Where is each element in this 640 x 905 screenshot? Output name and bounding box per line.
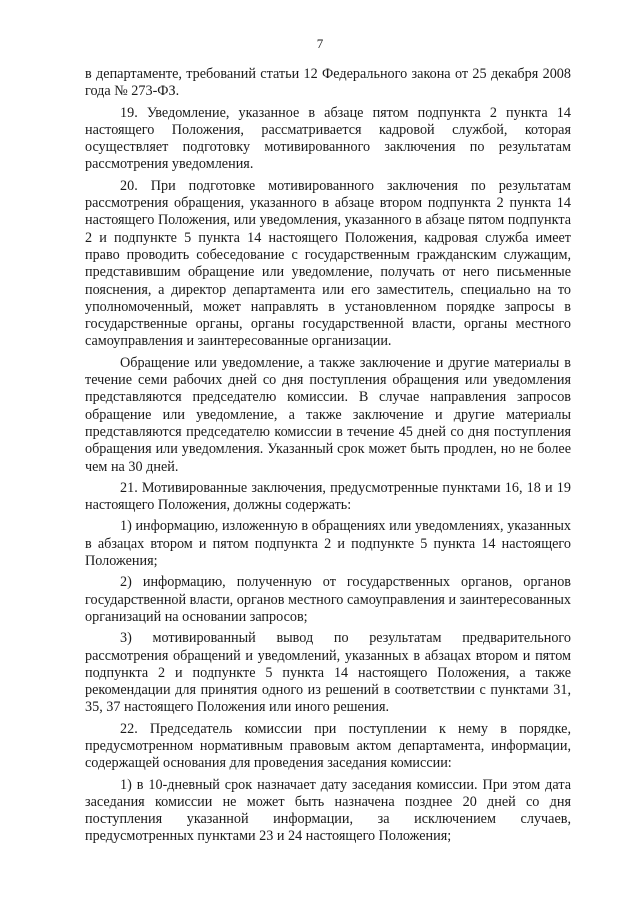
paragraph-21-item-1: 1) информацию, изложенную в обращениях или уведомлениях, указанных в абзацах втором и пятом подпункта 2 и подпункте 5 пункта 14 настоящего Положения; — [85, 518, 571, 570]
paragraph-20: 20. При подготовке мотивированного заключения по результатам рассмотрения обращения, указанного в абзаце втором подпункта 2 пункта 14 настоящего Положения, или уведомления, указанного в абзаце пятом подпункта 2 и подпункте 5 пункта 14 настоящего Положения, кадровая служба имеет право проводить собеседование с государственным гражданским служащим, представившим обращение или уведомление, получать от него письменные пояснения, а директор департамента или его заместитель, специально на то уполномоченный, может направлять в установленном порядке запросы в государственные органы, органы государственной власти, органы местного самоуправления и заинтересованные организации. — [85, 177, 571, 350]
paragraph-21-item-2: 2) информацию, полученную от государственных органов, органов государственной власти, органов местного самоуправления и заинтересованных организаций на основании запросов; — [85, 574, 571, 625]
paragraph-22: 22. Председатель комиссии при поступлении к нему в порядке, предусмотренном нормативным правовым актом департамента, информации, содержащей основания для проведения заседания комиссии: — [85, 720, 571, 772]
paragraph-continuation: в департаменте, требований статьи 12 Федерального закона от 25 декабря 2008 года № 273-ФЗ. — [85, 66, 571, 100]
paragraph-19: 19. Уведомление, указанное в абзаце пятом подпункта 2 пункта 14 настоящего Положения, рассматривается кадровой службой, которая осуществляет подготовку мотивированного заключения по результатам рассмотрения уведомления. — [85, 104, 571, 173]
paragraph-20-materials: Обращение или уведомление, а также заключение и другие материалы в течение семи рабочих дней со дня поступления обращения или уведомления представляются председателю комиссии. В случае направления запросов обращение или уведомление, а также заключение и другие материалы представляются председателю комиссии в течение 45 дней со дня поступления обращения или уведомления. Указанный срок может быть продлен, но не более чем на 30 дней. — [85, 354, 571, 475]
document-body — [85, 66, 571, 850]
paragraph-22-item-1: 1) в 10-дневный срок назначает дату заседания комиссии. При этом дата заседания комиссии не может быть назначена позднее 20 дней со дня поступления указанной информации, за исключением случаев, предусмотренных пунктами 23 и 24 настоящего Положения; — [85, 776, 571, 845]
paragraph-21-item-3: 3) мотивированный вывод по результатам предварительного рассмотрения обращений и уведомлений, указанных в абзацах втором и пятом подпункта 2 и подпункте 5 пункта 14 настоящего Положения, а также рекомендации для принятия одного из решений в соответствии с пунктами 31, 35, 37 настоящего Положения или иного решения. — [85, 630, 571, 716]
paragraph-21: 21. Мотивированные заключения, предусмотренные пунктами 16, 18 и 19 настоящего Положения, должны содержать: — [85, 479, 571, 514]
page-number: 7 — [316, 36, 324, 51]
